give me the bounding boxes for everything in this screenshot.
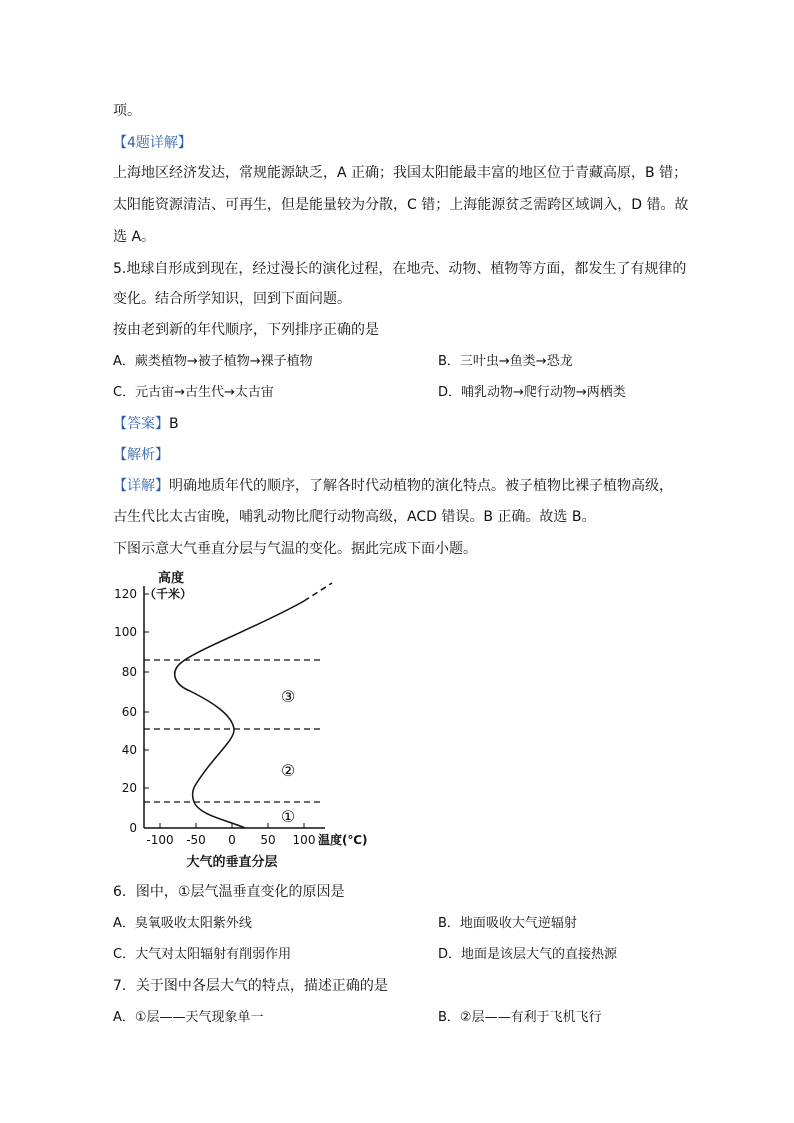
x-tick-label: -100 <box>146 833 174 847</box>
y-tick-label: 0 <box>129 821 137 835</box>
q6-option-a: A．臭氧吸收太阳紫外线 <box>113 916 252 931</box>
x-tick-label: -50 <box>186 833 206 847</box>
temperature-curve-extension <box>304 583 332 601</box>
detail-line <box>113 476 673 496</box>
q5-option-a: A．蕨类植物→被子植物→裸子植物 <box>113 354 313 369</box>
q4-explanation-line: 选 A。 <box>113 229 156 245</box>
x-tick-label: 0 <box>228 833 236 847</box>
temperature-curve <box>175 601 304 828</box>
q7-option-b: B．②层——有利于飞机飞行 <box>438 1010 602 1025</box>
answer-line <box>113 414 179 434</box>
diagram-caption: 大气的垂直分层 <box>186 855 278 870</box>
layer-label-2: ② <box>280 761 296 780</box>
x-axis-title: 温度(℃) <box>318 833 368 847</box>
q5-option-d: D．哺乳动物→爬行动物→两栖类 <box>438 385 626 400</box>
q5-option-b: B．三叶虫→鱼类→恐龙 <box>438 354 573 369</box>
y-tick-label: 40 <box>121 743 137 757</box>
q7-stem: 7．关于图中各层大气的特点，描述正确的是 <box>113 978 388 994</box>
q4-explanation-line: 太阳能资源清洁、可再生，但是能量较为分散，C 错；上海能源贫乏需跨区域调入，D 错。故 <box>113 197 689 213</box>
layer-label-1: ① <box>280 807 296 826</box>
detail-tag: 【详解】 <box>113 478 169 494</box>
q6-stem: 6．图中，①层气温垂直变化的原因是 <box>113 884 345 900</box>
y-axis-title: 高度 <box>158 571 185 586</box>
x-tick-label: 100 <box>292 833 316 847</box>
answer-value: B <box>169 416 179 432</box>
q4-header: 【4题详解】 <box>113 135 192 151</box>
q4-explanation-line: 上海地区经济发达，常规能源缺乏，A 正确；我国太阳能最丰富的地区位于青藏高原，B 错； <box>113 165 688 181</box>
y-tick-label: 100 <box>114 625 137 639</box>
y-tick-label: 80 <box>121 665 137 679</box>
atmosphere-diagram <box>110 566 390 871</box>
layer-label-3: ③ <box>280 687 296 706</box>
q5-option-c: C．元古宙→古生代→太古宙 <box>113 385 274 400</box>
detail-line: 古生代比太古宙晚，哺乳动物比爬行动物高级，ACD 错误。B 正确。故选 B。 <box>113 509 596 525</box>
y-tick-label: 120 <box>114 587 137 601</box>
q5-stem-line: 变化。结合所学知识，回到下面问题。 <box>113 291 351 307</box>
y-axis-unit: （千米） <box>144 587 193 601</box>
analysis-tag: 【解析】 <box>113 447 169 463</box>
q5-question: 按由老到新的年代顺序，下列排序正确的是 <box>113 322 379 338</box>
detail-text: 明确地质年代的顺序，了解各时代动植物的演化特点。被子植物比裸子植物高级， <box>169 478 673 494</box>
q6-option-d: D．地面是该层大气的直接热源 <box>438 947 618 962</box>
q5-stem-line: 5.地球自形成到现在，经过漫长的演化过程，在地壳、动物、植物等方面，都发生了有规律的 <box>113 261 687 277</box>
x-tick-label: 50 <box>260 833 276 847</box>
y-tick-label: 20 <box>121 781 137 795</box>
q6-option-b: B．地面吸收大气逆辐射 <box>438 916 577 931</box>
text-line: 项。 <box>113 103 141 119</box>
y-tick-label: 60 <box>121 705 137 719</box>
figure-intro: 下图示意大气垂直分层与气温的变化。据此完成下面小题。 <box>113 541 477 557</box>
q7-option-a: A．①层——天气现象单一 <box>113 1010 264 1025</box>
q6-option-c: C．大气对太阳辐射有削弱作用 <box>113 947 292 962</box>
answer-tag: 【答案】 <box>113 416 169 432</box>
